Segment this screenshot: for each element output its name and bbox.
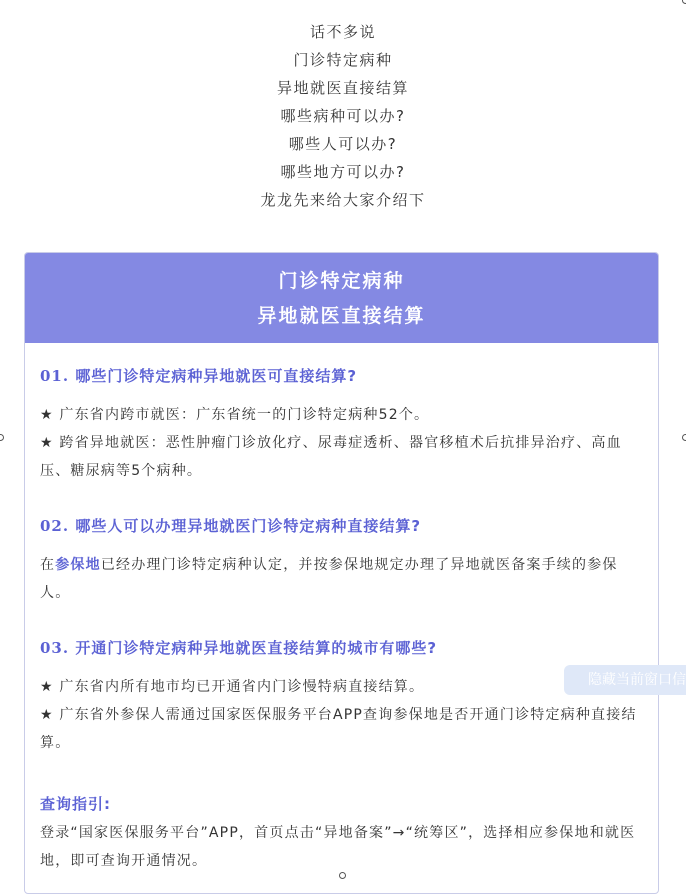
question-text: 开通门诊特定病种异地就医直接结算的城市有哪些? — [75, 639, 438, 657]
intro-line: 门诊特定病种 — [293, 51, 393, 69]
intro-line: 哪些人可以办? — [288, 135, 398, 153]
selection-handle[interactable] — [682, 434, 686, 441]
question-2-title — [40, 515, 421, 536]
card-header — [25, 253, 658, 343]
question-2-answer — [40, 551, 642, 607]
card-header-title: 门诊特定病种 — [278, 270, 405, 292]
question-3-title — [40, 637, 437, 658]
card-header-subtitle: 异地就医直接结算 — [257, 305, 426, 327]
guide-text: 登录“国家医保服务平台”APP，首页点击“异地备案”→“统筹区”，选择相应参保地和就医地，即可查询开通情况。 — [40, 825, 636, 869]
intro-line: 哪些地方可以办? — [280, 163, 406, 181]
intro-text — [0, 18, 686, 214]
guide-title: 查询指引: — [40, 795, 111, 813]
answer-item: ★ 广东省内跨市就医：广东省统一的门诊特定病种52个。 — [40, 407, 430, 423]
answer-item: ★ 广东省外参保人需通过国家医保服务平台APP查询参保地是否开通门诊特定病种直接结算。 — [40, 707, 637, 751]
question-number: 03. — [40, 639, 70, 657]
answer-item: ★ 跨省异地就医：恶性肿瘤门诊放化疗、尿毒症透析、器官移植术后抗排异治疗、高血压、糖尿病等5个病种。 — [40, 435, 622, 479]
question-1-answer — [40, 401, 642, 485]
selection-handle[interactable] — [682, 0, 686, 4]
info-card — [24, 252, 659, 894]
answer-item: ★ 广东省内所有地市均已开通省内门诊慢特病直接结算。 — [40, 679, 425, 695]
intro-line: 龙龙先来给大家介绍下 — [260, 191, 426, 209]
intro-line: 哪些病种可以办? — [280, 107, 406, 125]
intro-line: 异地就医直接结算 — [276, 79, 409, 97]
question-text: 哪些人可以办理异地就医门诊特定病种直接结算? — [75, 517, 422, 535]
selection-handle[interactable] — [0, 434, 4, 441]
question-1-title — [40, 365, 357, 386]
intro-line: 话不多说 — [309, 23, 376, 41]
hide-window-button[interactable]: 隐藏当前窗口信 — [564, 665, 686, 695]
question-number: 01. — [40, 367, 70, 385]
answer-text-pre: 在 — [40, 557, 56, 573]
question-number: 02. — [40, 517, 70, 535]
answer-text-post: 已经办理门诊特定病种认定，并按参保地规定办理了异地就医备案手续的参保人。 — [40, 557, 618, 601]
question-text: 哪些门诊特定病种异地就医可直接结算? — [75, 367, 358, 385]
highlight-term: 参保地 — [55, 557, 101, 573]
question-3-answer — [40, 673, 642, 757]
